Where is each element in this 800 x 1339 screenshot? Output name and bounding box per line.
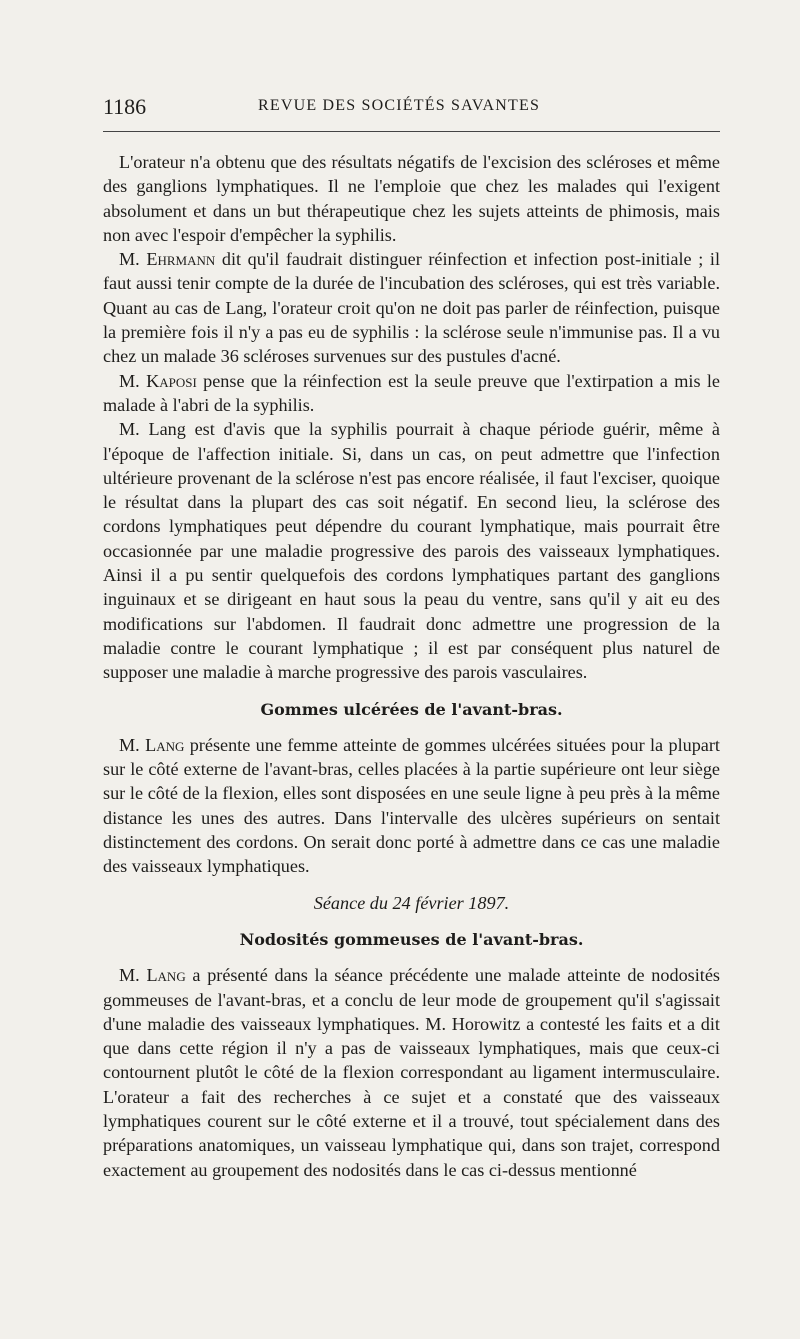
paragraph-lang-avis: M. Lang est d'avis que la syphilis pourrait à chaque période guérir, même à l'époque de l'affection initiale. Si, dans un cas, on peut admettre que l'infection ultérieure provenant de la sclérose n'est pas encore réalisée, il faut l'exciser, quoique le résultat dans la plupart des cas soit négatif. En second lieu, la sclérose des cordons lymphatiques peut dépendre du courant lymphatique, mais pourrait être occasionnée par une maladie progressive des parois des vaisseaux lymphatiques. Ainsi il a pu sentir quelquefois des cordons lymphatiques partant des ganglions inguinaux et se dirigeant en haut sous la peau du ventre, sans qu'il y ait eu des modifications sur l'abdomen. Il faudrait donc admettre une progression de la maladie contre le courant lymphatique ; il est par conséquent plus naturel de supposer une maladie à marche progressive des parois vasculaires. — [103, 419, 720, 683]
session-date: Séance du 24 février 1897. — [313, 892, 510, 913]
speaker-name: Kaposi — [146, 370, 197, 391]
paragraph-lang-gommes: M. Lang présente une femme atteinte de gommes ulcérées situées pour la plupart sur le côté externe de l'avant-bras, celles placées à la partie supérieure ont leur siège sur le côté de la flexion, elles sont disposées en une seule ligne à peu près à la même distance les unes des autres. Dans l'intervalle des ulcères supérieurs on sentait distinctement des cordons. On serait donc porté à admettre dans ce cas une maladie des vaisseaux lymphatiques. — [103, 734, 720, 877]
paragraph-orateur-excision: L'orateur n'a obtenu que des résultats négatifs de l'excision des scléroses et même des ganglions lymphatiques. Il ne l'emploie que chez les malades qui l'exigent absolument et dans un but thérapeutique chez les sujets atteints de phimosis, mais non avec l'espoir d'empêcher la syphilis. — [103, 152, 720, 245]
page-number: 1186 — [103, 94, 147, 119]
section-heading-gommes: Gommes ulcérées de l'avant-bras. — [260, 699, 563, 719]
speaker-name: Lang — [146, 965, 186, 986]
header-rule — [103, 131, 720, 132]
speaker-name: Ehrmann — [146, 249, 216, 270]
page-header — [103, 94, 720, 120]
article-body — [103, 150, 720, 1182]
section-heading-nodosites: Nodosités gommeuses de l'avant-bras. — [239, 929, 584, 949]
paragraph-ehrmann: M. Ehrmann dit qu'il faudrait distinguer réinfection et infection post-initiale ; il faut aussi tenir compte de la durée de l'incubation des scléroses, qui est très variable. Quant au cas de Lang, l'orateur croit qu'on ne doit pas parler de réinfection, puisque la première fois il n'y a pas eu de syphilis : la sclérose seule n'immunise pas. Il a vu chez un malade 36 scléroses survenues sur des pustules d'acné. — [103, 249, 721, 367]
running-title: REVUE DES SOCIÉTÉS SAVANTES — [258, 97, 541, 114]
speaker-name: Lang — [145, 734, 185, 755]
paragraph-kaposi: M. Kaposi pense que la réinfection est la seule preuve que l'extirpation a mis le malade à l'abri de la syphilis. — [103, 370, 720, 415]
paragraph-lang-nodosites: M. Lang a présenté dans la séance précédente une malade atteinte de nodosités gommeuses de l'avant-bras, et a conclu de leur mode de groupement qu'il s'agissait d'une maladie des vaisseaux lymphatiques. M. Horowitz a contesté les faits et a dit que dans cette région il n'y a pas de vaisseaux lymphatiques, mais que ceux-ci contournent plutôt le côté de la flexion correspondant au ligament intermusculaire. L'orateur a fait des recherches à ce sujet et a constaté que des vaisseaux lymphatiques courent sur le côté externe et il a trouvé, tout spécialement dans des préparations anatomiques, un vaisseau lymphatique qui, dans son trajet, correspond exactement au groupement des nodosités dans le cas ci-dessus mentionné — [103, 965, 721, 1180]
